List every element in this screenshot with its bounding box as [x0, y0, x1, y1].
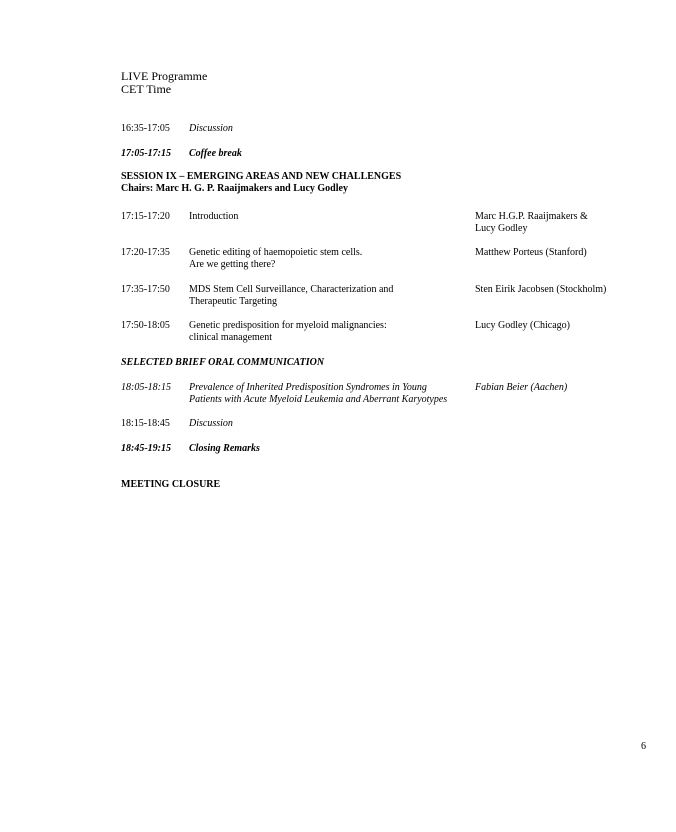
row-title [189, 443, 469, 455]
page-number: 6 [641, 741, 646, 752]
row-speaker [475, 211, 641, 235]
row-title-line: Discussion [189, 123, 233, 134]
row-speaker-line: Fabian Beier (Aachen) [475, 382, 568, 393]
row-title [189, 211, 469, 223]
row-speaker-line: Sten Eirik Jacobsen (Stockholm) [475, 284, 607, 295]
row-title [189, 247, 469, 271]
selected-communication-heading: SELECTED BRIEF ORAL COMMUNICATION [121, 357, 325, 368]
row-time: 16:35-17:05 [121, 123, 170, 134]
row-title-line: Introduction [189, 211, 239, 222]
row-title [189, 123, 469, 135]
row-title-line: Genetic predisposition for myeloid malignancies: [189, 320, 387, 331]
row-title-line: clinical management [189, 332, 273, 343]
row-speaker-line: Lucy Godley [475, 223, 528, 234]
row-title-line: Patients with Acute Myeloid Leukemia and Aberrant Karyotypes [189, 394, 448, 405]
row-speaker [475, 247, 641, 259]
row-time: 17:35-17:50 [121, 284, 170, 295]
meeting-closure-heading: MEETING CLOSURE [121, 479, 221, 490]
row-title-line: Discussion [189, 418, 233, 429]
page-header [121, 70, 207, 96]
row-speaker [475, 320, 641, 332]
row-time: 17:50-18:05 [121, 320, 170, 331]
row-speaker [475, 284, 641, 296]
row-speaker [475, 382, 641, 394]
header-programme-label: LIVE Programme [121, 69, 208, 83]
row-title-line: Are we getting there? [189, 259, 276, 270]
session-heading [121, 171, 401, 195]
row-time: 17:05-17:15 [121, 148, 171, 159]
row-time: 17:20-17:35 [121, 247, 170, 258]
row-title-line: Prevalence of Inherited Predisposition Syndromes in Young [189, 382, 427, 393]
row-title [189, 320, 469, 344]
row-title [189, 148, 469, 160]
row-title [189, 382, 469, 406]
row-speaker-line: Marc H.G.P. Raaijmakers & [475, 211, 588, 222]
row-speaker-line: Matthew Porteus (Stanford) [475, 247, 587, 258]
row-time: 18:45-19:15 [121, 443, 171, 454]
row-title-line: Therapeutic Targeting [189, 296, 278, 307]
row-title-line: Closing Remarks [189, 443, 260, 454]
session-chairs: Chairs: Marc H. G. P. Raaijmakers and Lucy Godley [121, 183, 348, 194]
row-time: 17:15-17:20 [121, 211, 170, 222]
session-title: SESSION IX – EMERGING AREAS AND NEW CHALLENGES [121, 171, 402, 182]
row-title-line: Coffee break [189, 148, 242, 159]
row-speaker-line: Lucy Godley (Chicago) [475, 320, 570, 331]
header-timezone-label: CET Time [121, 82, 172, 96]
row-time: 18:15-18:45 [121, 418, 170, 429]
row-title [189, 284, 469, 308]
row-title [189, 418, 469, 430]
row-time: 18:05-18:15 [121, 382, 171, 393]
row-title-line: MDS Stem Cell Surveillance, Characterization and [189, 284, 394, 295]
row-title-line: Genetic editing of haemopoietic stem cells. [189, 247, 363, 258]
